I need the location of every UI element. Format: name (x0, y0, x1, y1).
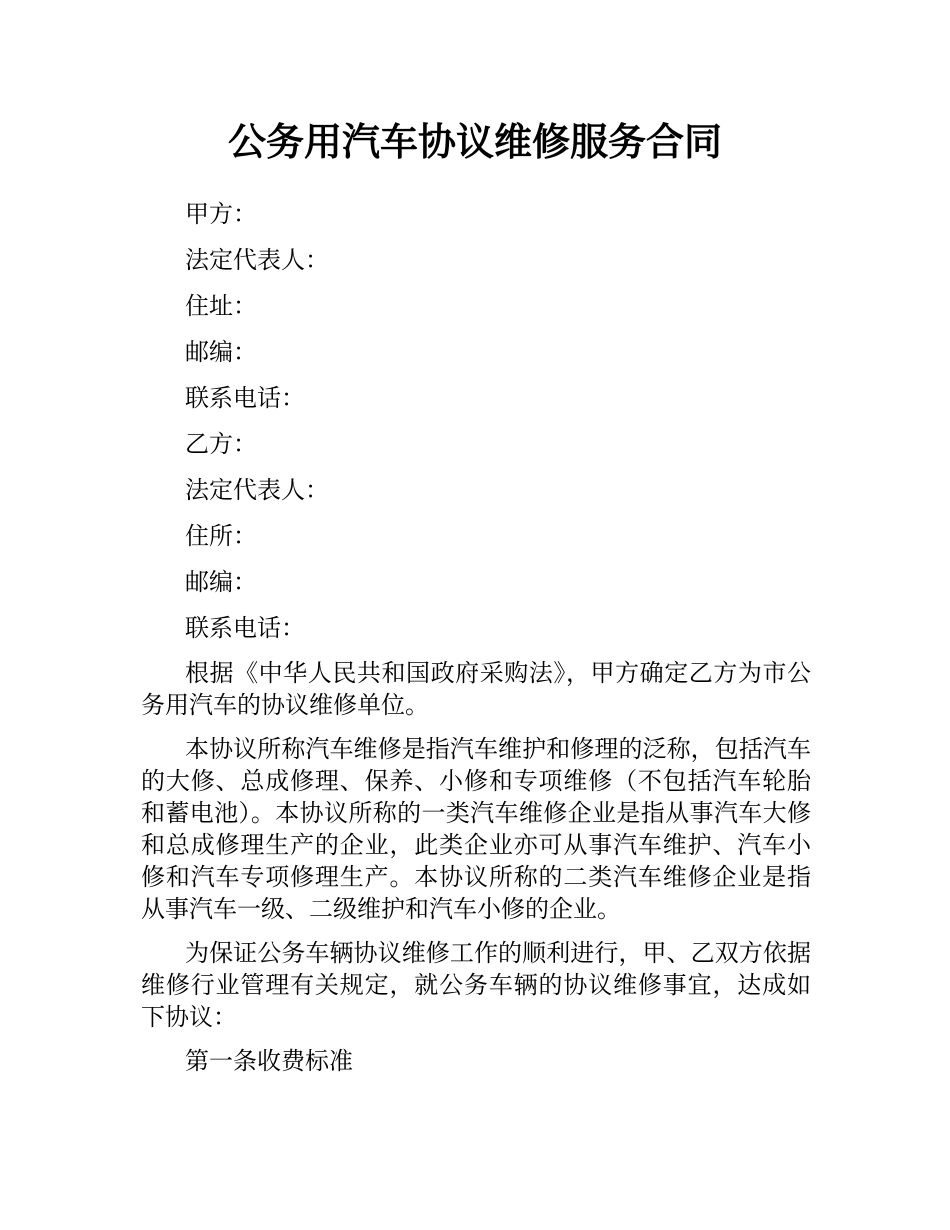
party-a-name-label: 甲方： (185, 200, 257, 228)
party-a-representative-label: 法定代表人： (185, 246, 329, 274)
paragraph-agreement-intro: 为保证公务车辆协议维修工作的顺利进行，甲、乙双方依据维修行业管理有关规定，就公务车辆的协议维修事宜，达成如下协议： (141, 939, 811, 1031)
party-b-representative-label: 法定代表人： (185, 476, 329, 504)
party-b-name-label: 乙方： (185, 430, 257, 458)
paragraph-legal-basis: 根据《中华人民共和国政府采购法》，甲方确定乙方为市公务用汽车的协议维修单位。 (141, 659, 811, 719)
party-a-postcode-label: 邮编： (185, 338, 257, 366)
party-a-address-label: 住址： (185, 292, 257, 320)
article-1-heading: 第一条收费标准 (185, 1047, 353, 1075)
paragraph-definitions: 本协议所称汽车维修是指汽车维护和修理的泛称，包括汽车的大修、总成修理、保养、小修和专项维修（不包括汽车轮胎和蓄电池）。本协议所称的一类汽车维修企业是指从事汽车大修和总成修理生产的企业，此类企业亦可从事汽车维护、汽车小修和汽车专项修理生产。本协议所称的二类汽车维修企业是指从事汽车一级、二级维护和汽车小修的企业。 (141, 735, 811, 923)
party-b-phone-label: 联系电话： (185, 614, 305, 642)
document-title: 公务用汽车协议维修服务合同 (227, 120, 722, 164)
document-body (141, 197, 811, 1089)
party-b-address-label: 住所： (185, 522, 257, 550)
party-b-postcode-label: 邮编： (185, 568, 257, 596)
party-a-phone-label: 联系电话： (185, 384, 305, 412)
